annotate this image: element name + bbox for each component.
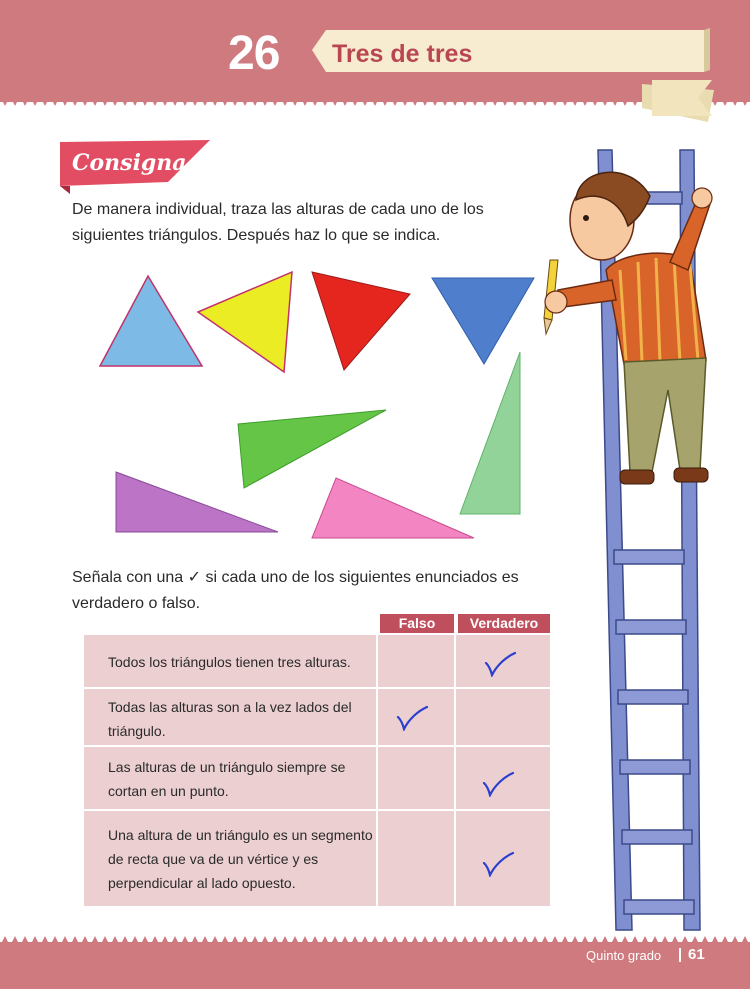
page-number: 61 — [688, 946, 705, 963]
triangle-light-blue — [100, 276, 202, 366]
checkmark-icon[interactable] — [480, 851, 516, 877]
true-false-prompt — [72, 565, 572, 617]
column-divider — [454, 635, 456, 908]
table-row — [84, 689, 550, 747]
column-divider — [376, 635, 378, 908]
statement-text: Las alturas de un triángulo siempre se cortan en un punto. — [108, 759, 346, 799]
triangle-green — [238, 410, 386, 488]
triangles-figure — [0, 260, 560, 550]
triangle-red — [312, 272, 410, 370]
true-false-table — [84, 635, 550, 908]
check-symbol-icon: ✓ — [187, 569, 202, 586]
triangle-light-green — [460, 352, 520, 514]
prompt-text-before: Señala con una — [72, 569, 184, 586]
table-row — [84, 635, 550, 689]
statement-text: Todas las alturas son a la vez lados del triángulo. — [108, 699, 352, 739]
lesson-title: Tres de tres — [332, 40, 473, 68]
boy-on-ladder-illustration — [520, 140, 750, 940]
grade-label: Quinto grado — [586, 948, 662, 963]
statement-text: Todos los triángulos tienen tres alturas. — [108, 654, 351, 670]
answer-cell-falso[interactable] — [393, 649, 429, 675]
column-header-verdadero: Verdadero — [458, 614, 550, 633]
checkmark-icon[interactable] — [394, 705, 430, 731]
consigna-label: Consigna — [72, 150, 187, 176]
statement-text: Una altura de un triángulo es un segmento de recta que va de un vértice y es perpendicular al lado opuesto. — [108, 827, 373, 891]
footer-separator — [679, 948, 681, 962]
footer-zigzag-edge — [0, 934, 750, 946]
table-row — [84, 747, 550, 811]
lesson-number: 26 — [228, 27, 280, 80]
checkmark-icon[interactable] — [482, 651, 518, 677]
prompt-text-after: si cada uno de los siguientes enunciados es verdadero o falso. — [72, 569, 519, 612]
triangle-yellow — [198, 272, 292, 372]
triangle-pink — [312, 478, 474, 538]
checkmark-icon[interactable] — [480, 771, 516, 797]
instructions-text: De manera individual, traza las alturas de cada uno de los siguientes triángulos. Después haz lo que se indica. — [72, 201, 484, 244]
table-row — [84, 811, 550, 908]
triangle-blue — [432, 278, 534, 364]
column-header-falso: Falso — [380, 614, 454, 633]
